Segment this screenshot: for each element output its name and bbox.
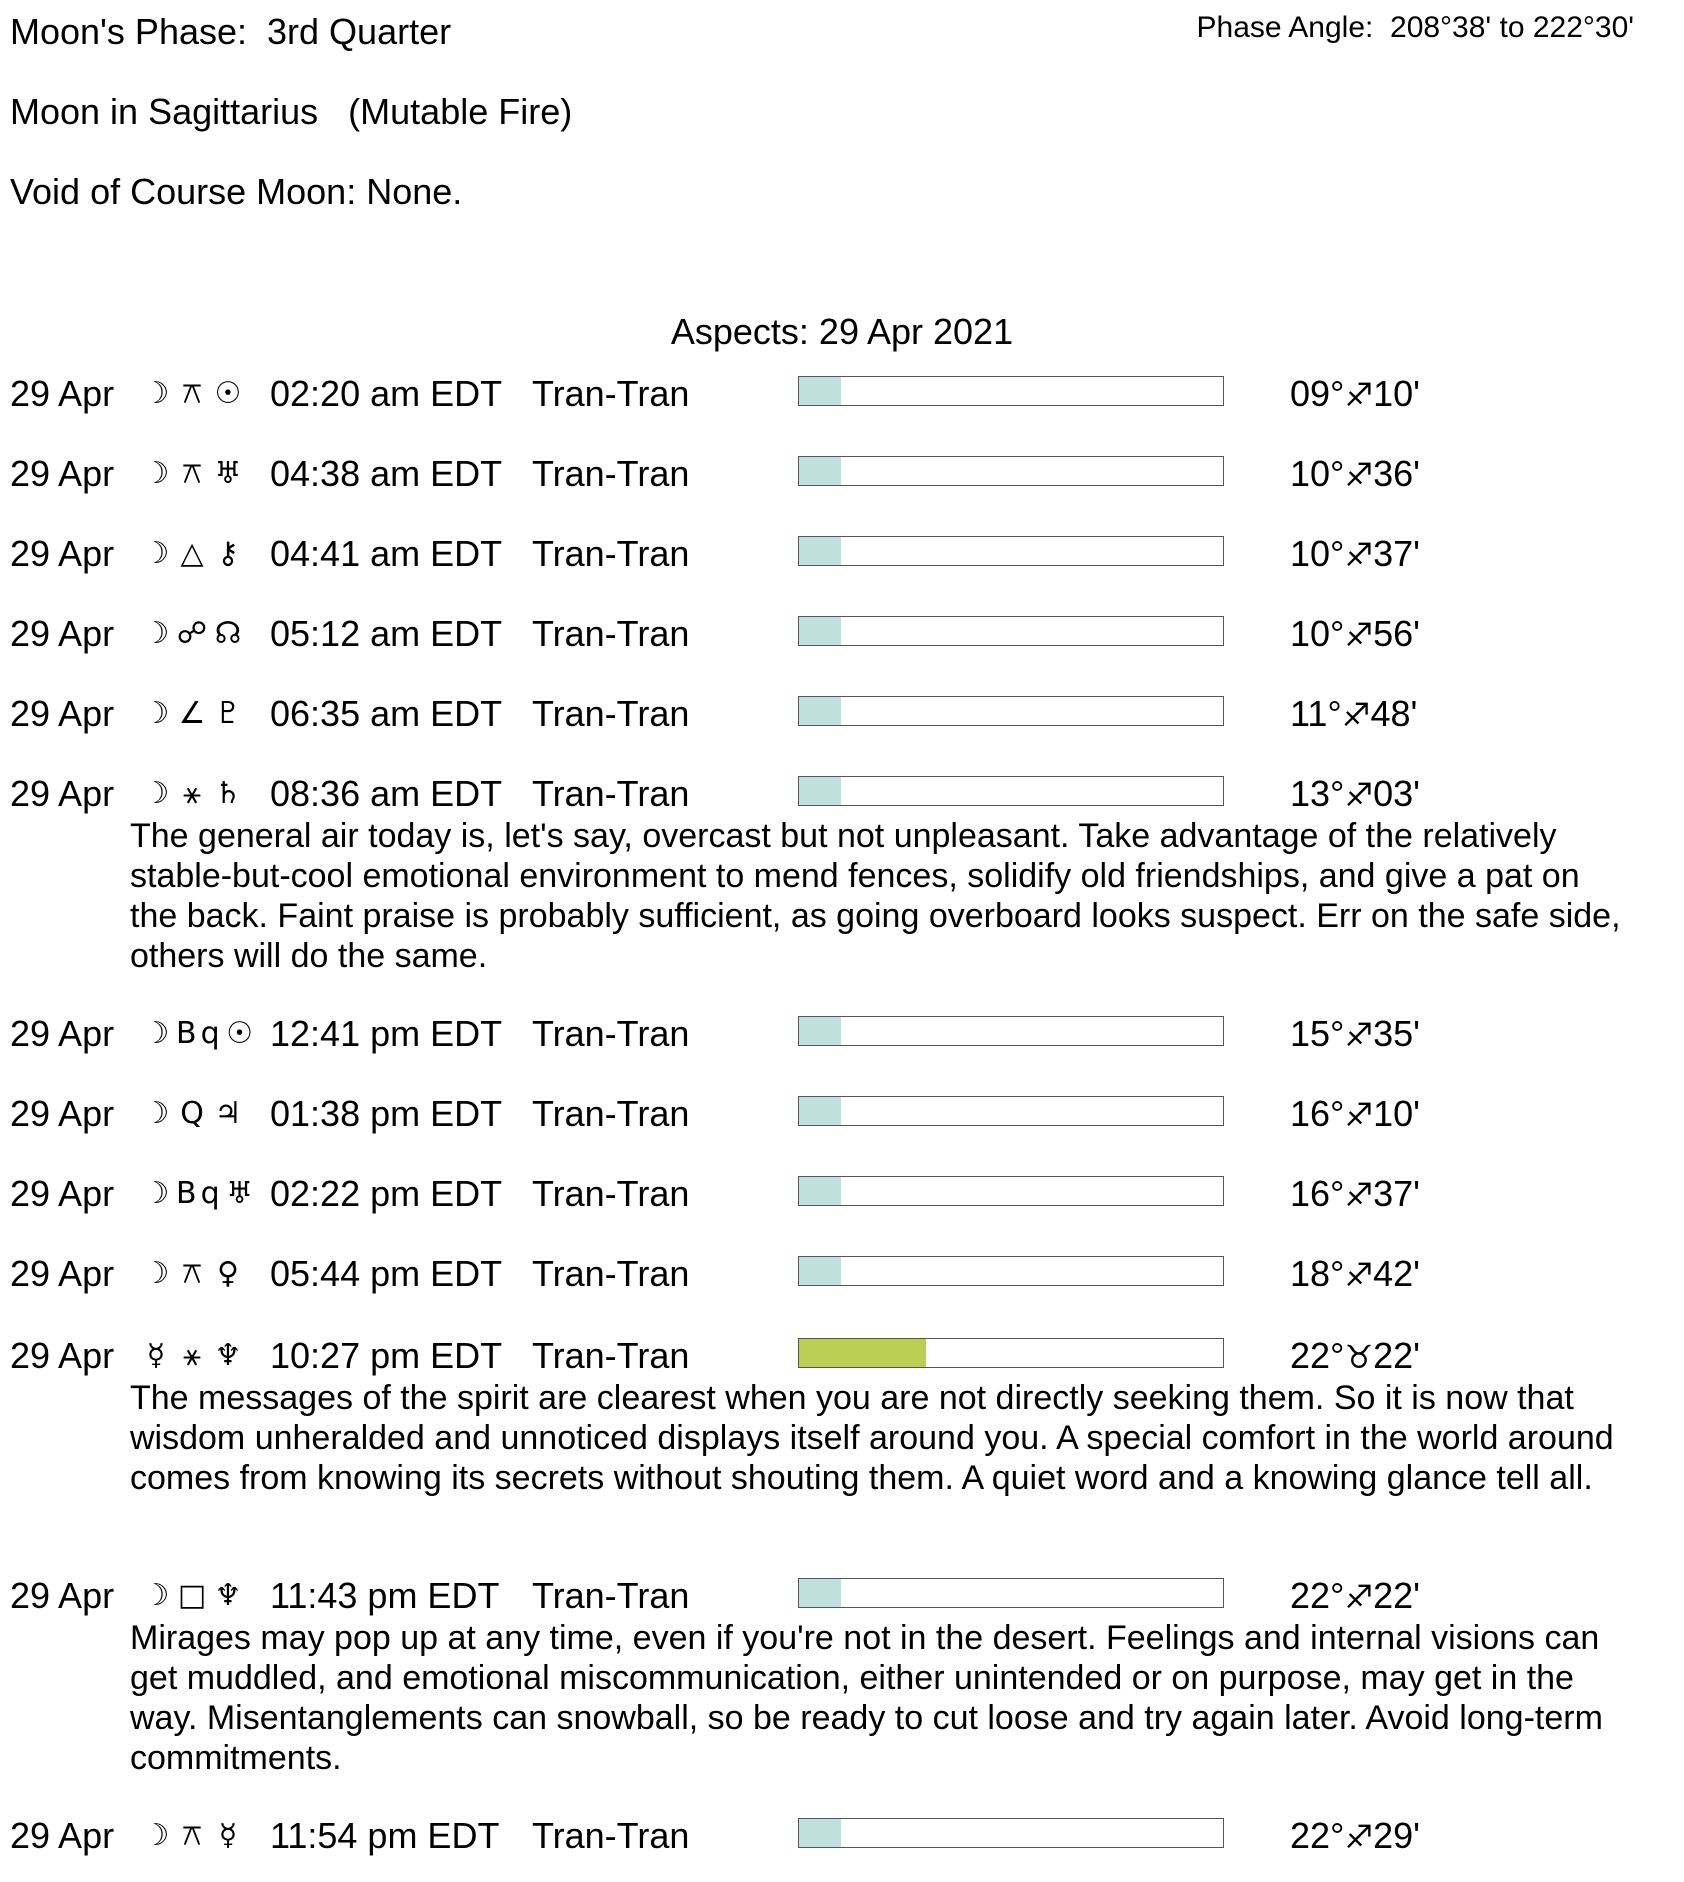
strength-bar-fill	[799, 1579, 841, 1607]
position-minutes: 22'	[1373, 1335, 1421, 1376]
aspect-time: 04:41 am EDT	[270, 533, 503, 574]
aspect-time: 08:36 am EDT	[270, 773, 503, 814]
aspect-date: 29 Apr	[10, 613, 115, 654]
position-degrees: 22°	[1290, 1335, 1345, 1376]
aspect-row	[0, 610, 1684, 658]
position-degrees: 10°	[1290, 613, 1345, 654]
aspect-date: 29 Apr	[10, 1013, 115, 1054]
aspect-time: 11:43 pm EDT	[270, 1575, 500, 1616]
aspect-glyphs	[140, 370, 248, 418]
planet-1-glyph: ☽	[142, 1818, 174, 1853]
planet-2-glyph: ♅	[214, 456, 246, 491]
strength-bar	[798, 1176, 1224, 1206]
position-degrees: 13°	[1290, 773, 1345, 814]
position-degrees: 10°	[1290, 533, 1345, 574]
aspect-kind: Tran-Tran	[532, 693, 690, 734]
strength-bar-fill	[799, 377, 841, 405]
aspect-kind: Tran-Tran	[532, 1335, 690, 1376]
zodiac-sign-icon: ♐	[1344, 616, 1374, 654]
strength-bar-fill	[799, 1339, 926, 1367]
planet-2-glyph: ♃	[214, 1096, 246, 1131]
aspect-date: 29 Apr	[10, 773, 115, 814]
aspect-time: 02:20 am EDT	[270, 373, 503, 414]
planet-1-glyph: ☽	[142, 376, 174, 411]
aspect-position	[1290, 1332, 1420, 1381]
aspect-glyph: ⚻	[182, 1818, 206, 1853]
aspect-glyphs	[140, 610, 248, 658]
planet-2-glyph: ☿	[218, 1818, 242, 1853]
aspect-date: 29 Apr	[10, 1815, 115, 1856]
strength-bar-fill	[799, 1819, 841, 1847]
aspect-description: The general air today is, let's say, overcast but not unpleasant. Take advantage of the relatively stable-but-cool emotional environment to mend fences, solidify old friendships, and give a pat on the back. Faint praise is probably sufficient, as going overboard looks suspect. Err on the safe side, others will do the same.	[130, 817, 1621, 975]
aspect-date: 29 Apr	[10, 1173, 115, 1214]
strength-bar	[798, 456, 1224, 486]
strength-bar-fill	[799, 537, 841, 565]
aspect-time: 05:44 pm EDT	[270, 1253, 503, 1294]
zodiac-sign-icon: ♉	[1344, 1338, 1374, 1376]
position-degrees: 10°	[1290, 453, 1345, 494]
planet-2-glyph: ⚷	[217, 536, 243, 571]
position-minutes: 03'	[1373, 773, 1421, 814]
zodiac-sign-icon: ♐	[1344, 376, 1374, 414]
aspect-time: 10:27 pm EDT	[270, 1335, 503, 1376]
aspect-row	[0, 1332, 1684, 1380]
aspect-kind: Tran-Tran	[532, 453, 690, 494]
aspect-date: 29 Apr	[10, 693, 115, 734]
aspect-date: 29 Apr	[10, 1335, 115, 1376]
planet-1-glyph: ☽	[142, 1256, 174, 1291]
aspect-glyph: Bq	[176, 1016, 224, 1051]
aspect-time: 05:12 am EDT	[270, 613, 503, 654]
aspect-row	[0, 770, 1684, 818]
aspect-row	[0, 690, 1684, 738]
strength-bar-fill	[799, 1017, 841, 1045]
aspect-position	[1290, 1170, 1420, 1219]
planet-1-glyph: ☽	[142, 696, 174, 731]
aspect-row	[0, 1812, 1684, 1860]
aspect-glyph: ⚹	[183, 1338, 205, 1373]
position-minutes: 37'	[1373, 1173, 1421, 1214]
position-minutes: 48'	[1370, 693, 1418, 734]
aspect-row	[0, 1090, 1684, 1138]
planet-2-glyph: ♅	[226, 1176, 258, 1211]
aspect-position	[1290, 1250, 1420, 1299]
position-minutes: 37'	[1373, 533, 1421, 574]
zodiac-sign-icon: ♐	[1344, 1578, 1374, 1616]
aspect-position	[1290, 1010, 1420, 1059]
strength-bar	[798, 1818, 1224, 1848]
position-degrees: 22°	[1290, 1575, 1345, 1616]
planet-1-glyph: ☽	[142, 1016, 174, 1051]
planet-1-glyph: ☽	[142, 536, 174, 571]
aspect-time: 12:41 pm EDT	[270, 1013, 503, 1054]
aspect-date: 29 Apr	[10, 373, 115, 414]
aspect-row	[0, 530, 1684, 578]
aspect-kind: Tran-Tran	[532, 533, 690, 574]
aspect-kind: Tran-Tran	[532, 1093, 690, 1134]
aspect-date: 29 Apr	[10, 1575, 115, 1616]
aspect-kind: Tran-Tran	[532, 1815, 690, 1856]
aspect-description: Mirages may pop up at any time, even if you're not in the desert. Feelings and internal visions can get muddled, and emotional miscommunication, either unintended or on purpose, may get in the way. Misentanglements can snowball, so be ready to cut loose and try again later. Avoid long-term commitments.	[130, 1619, 1603, 1777]
aspect-time: 02:22 pm EDT	[270, 1173, 503, 1214]
aspect-glyph: Bq	[176, 1176, 224, 1211]
position-degrees: 16°	[1290, 1173, 1345, 1214]
aspect-date: 29 Apr	[10, 533, 115, 574]
planet-1-glyph: ☽	[142, 456, 174, 491]
planet-1-glyph: ☽	[142, 616, 174, 651]
aspect-kind: Tran-Tran	[532, 773, 690, 814]
aspect-glyphs	[140, 1812, 248, 1860]
planet-2-glyph: ☉	[226, 1016, 258, 1051]
aspect-kind: Tran-Tran	[532, 1013, 690, 1054]
strength-bar	[798, 1338, 1224, 1368]
strength-bar-fill	[799, 457, 841, 485]
planet-1-glyph: ☿	[146, 1338, 170, 1373]
planet-2-glyph: ☉	[214, 376, 246, 411]
aspect-kind: Tran-Tran	[532, 1253, 690, 1294]
aspect-position	[1290, 1090, 1420, 1139]
planet-2-glyph: ♄	[214, 776, 246, 811]
strength-bar-fill	[799, 1177, 841, 1205]
aspect-glyph: ∠	[178, 696, 210, 731]
aspect-glyphs	[140, 450, 248, 498]
position-minutes: 35'	[1373, 1013, 1421, 1054]
void-of-course: Void of Course Moon: None.	[10, 171, 463, 212]
position-minutes: 22'	[1373, 1575, 1421, 1616]
aspect-position	[1290, 370, 1420, 419]
aspect-glyphs	[140, 1090, 248, 1138]
position-degrees: 15°	[1290, 1013, 1345, 1054]
strength-bar-fill	[799, 1097, 841, 1125]
strength-bar-fill	[799, 697, 841, 725]
zodiac-sign-icon: ♐	[1344, 776, 1374, 814]
position-minutes: 29'	[1373, 1815, 1421, 1856]
aspect-time: 11:54 pm EDT	[270, 1815, 500, 1856]
aspect-row	[0, 1010, 1684, 1058]
aspect-glyph: ☍	[176, 616, 212, 651]
zodiac-sign-icon: ♐	[1344, 1016, 1374, 1054]
strength-bar-fill	[799, 1257, 841, 1285]
position-degrees: 09°	[1290, 373, 1345, 414]
aspect-glyph: ⚻	[182, 1256, 206, 1291]
planet-1-glyph: ☽	[142, 776, 174, 811]
aspect-position	[1290, 450, 1420, 499]
strength-bar-fill	[799, 777, 841, 805]
aspect-row	[0, 450, 1684, 498]
aspect-kind: Tran-Tran	[532, 613, 690, 654]
strength-bar-fill	[799, 617, 841, 645]
aspect-row	[0, 1250, 1684, 1298]
aspect-glyph: ⚻	[182, 456, 206, 491]
strength-bar	[798, 776, 1224, 806]
planet-1-glyph: ☽	[142, 1176, 174, 1211]
position-minutes: 42'	[1373, 1253, 1421, 1294]
strength-bar	[798, 616, 1224, 646]
planet-2-glyph: ♀	[217, 1256, 243, 1291]
aspect-glyph: Q	[180, 1096, 208, 1131]
aspect-date: 29 Apr	[10, 453, 115, 494]
strength-bar	[798, 1256, 1224, 1286]
moon-phase: Moon's Phase: 3rd Quarter	[10, 11, 452, 52]
position-minutes: 10'	[1373, 1093, 1421, 1134]
aspect-glyphs	[140, 690, 248, 738]
strength-bar	[798, 1016, 1224, 1046]
zodiac-sign-icon: ♐	[1341, 696, 1371, 734]
aspect-kind: Tran-Tran	[532, 1575, 690, 1616]
planet-2-glyph: ♇	[214, 696, 246, 731]
aspect-description: The messages of the spirit are clearest when you are not directly seeking them. So it is now that wisdom unheralded and unnoticed displays itself around you. A special comfort in the world around comes from knowing its secrets without shouting them. A quiet word and a knowing glance tell all.	[130, 1379, 1614, 1497]
aspect-position	[1290, 690, 1417, 739]
position-minutes: 10'	[1373, 373, 1421, 414]
aspect-glyphs	[140, 1010, 260, 1058]
zodiac-sign-icon: ♐	[1344, 1176, 1374, 1214]
aspect-position	[1290, 770, 1420, 819]
zodiac-sign-icon: ♐	[1344, 1818, 1374, 1856]
zodiac-sign-icon: ♐	[1344, 1096, 1374, 1134]
aspect-row	[0, 1170, 1684, 1218]
position-minutes: 56'	[1373, 613, 1421, 654]
aspect-glyph: △	[180, 536, 208, 571]
position-degrees: 16°	[1290, 1093, 1345, 1134]
aspect-date: 29 Apr	[10, 1253, 115, 1294]
aspect-time: 04:38 am EDT	[270, 453, 503, 494]
aspect-date: 29 Apr	[10, 1093, 115, 1134]
planet-1-glyph: ☽	[142, 1578, 174, 1613]
aspect-glyphs	[140, 770, 248, 818]
moon-sign: Moon in Sagittarius (Mutable Fire)	[10, 91, 573, 132]
aspect-glyphs	[140, 1170, 260, 1218]
aspect-kind: Tran-Tran	[532, 373, 690, 414]
aspect-position	[1290, 1812, 1420, 1861]
zodiac-sign-icon: ♐	[1344, 536, 1374, 574]
aspect-row	[0, 1572, 1684, 1620]
position-minutes: 36'	[1373, 453, 1421, 494]
position-degrees: 11°	[1290, 693, 1342, 734]
planet-2-glyph: ☊	[214, 616, 246, 651]
phase-angle: Phase Angle: 208°38' to 222°30'	[1196, 11, 1634, 44]
aspect-glyph: ⚻	[182, 376, 206, 411]
aspect-position	[1290, 530, 1420, 579]
position-degrees: 22°	[1290, 1815, 1345, 1856]
aspects-title: Aspects: 29 Apr 2021	[670, 311, 1014, 352]
aspect-glyphs	[140, 1250, 248, 1298]
aspect-kind: Tran-Tran	[532, 1173, 690, 1214]
strength-bar	[798, 696, 1224, 726]
aspect-glyphs	[140, 530, 248, 578]
planet-1-glyph: ☽	[142, 1096, 174, 1131]
aspect-time: 06:35 am EDT	[270, 693, 503, 734]
aspect-glyphs	[140, 1332, 248, 1380]
zodiac-sign-icon: ♐	[1344, 1256, 1374, 1294]
strength-bar	[798, 1578, 1224, 1608]
aspect-position	[1290, 1572, 1420, 1621]
zodiac-sign-icon: ♐	[1344, 456, 1374, 494]
aspect-position	[1290, 610, 1420, 659]
strength-bar	[798, 536, 1224, 566]
planet-2-glyph: ♆	[214, 1338, 246, 1373]
aspect-glyph: ⚹	[183, 776, 205, 811]
aspect-time: 01:38 pm EDT	[270, 1093, 503, 1134]
strength-bar	[798, 376, 1224, 406]
planet-2-glyph: ♆	[214, 1578, 246, 1613]
strength-bar	[798, 1096, 1224, 1126]
aspect-row	[0, 370, 1684, 418]
aspect-glyphs	[140, 1572, 248, 1620]
aspect-glyph: □	[177, 1578, 211, 1613]
position-degrees: 18°	[1290, 1253, 1345, 1294]
